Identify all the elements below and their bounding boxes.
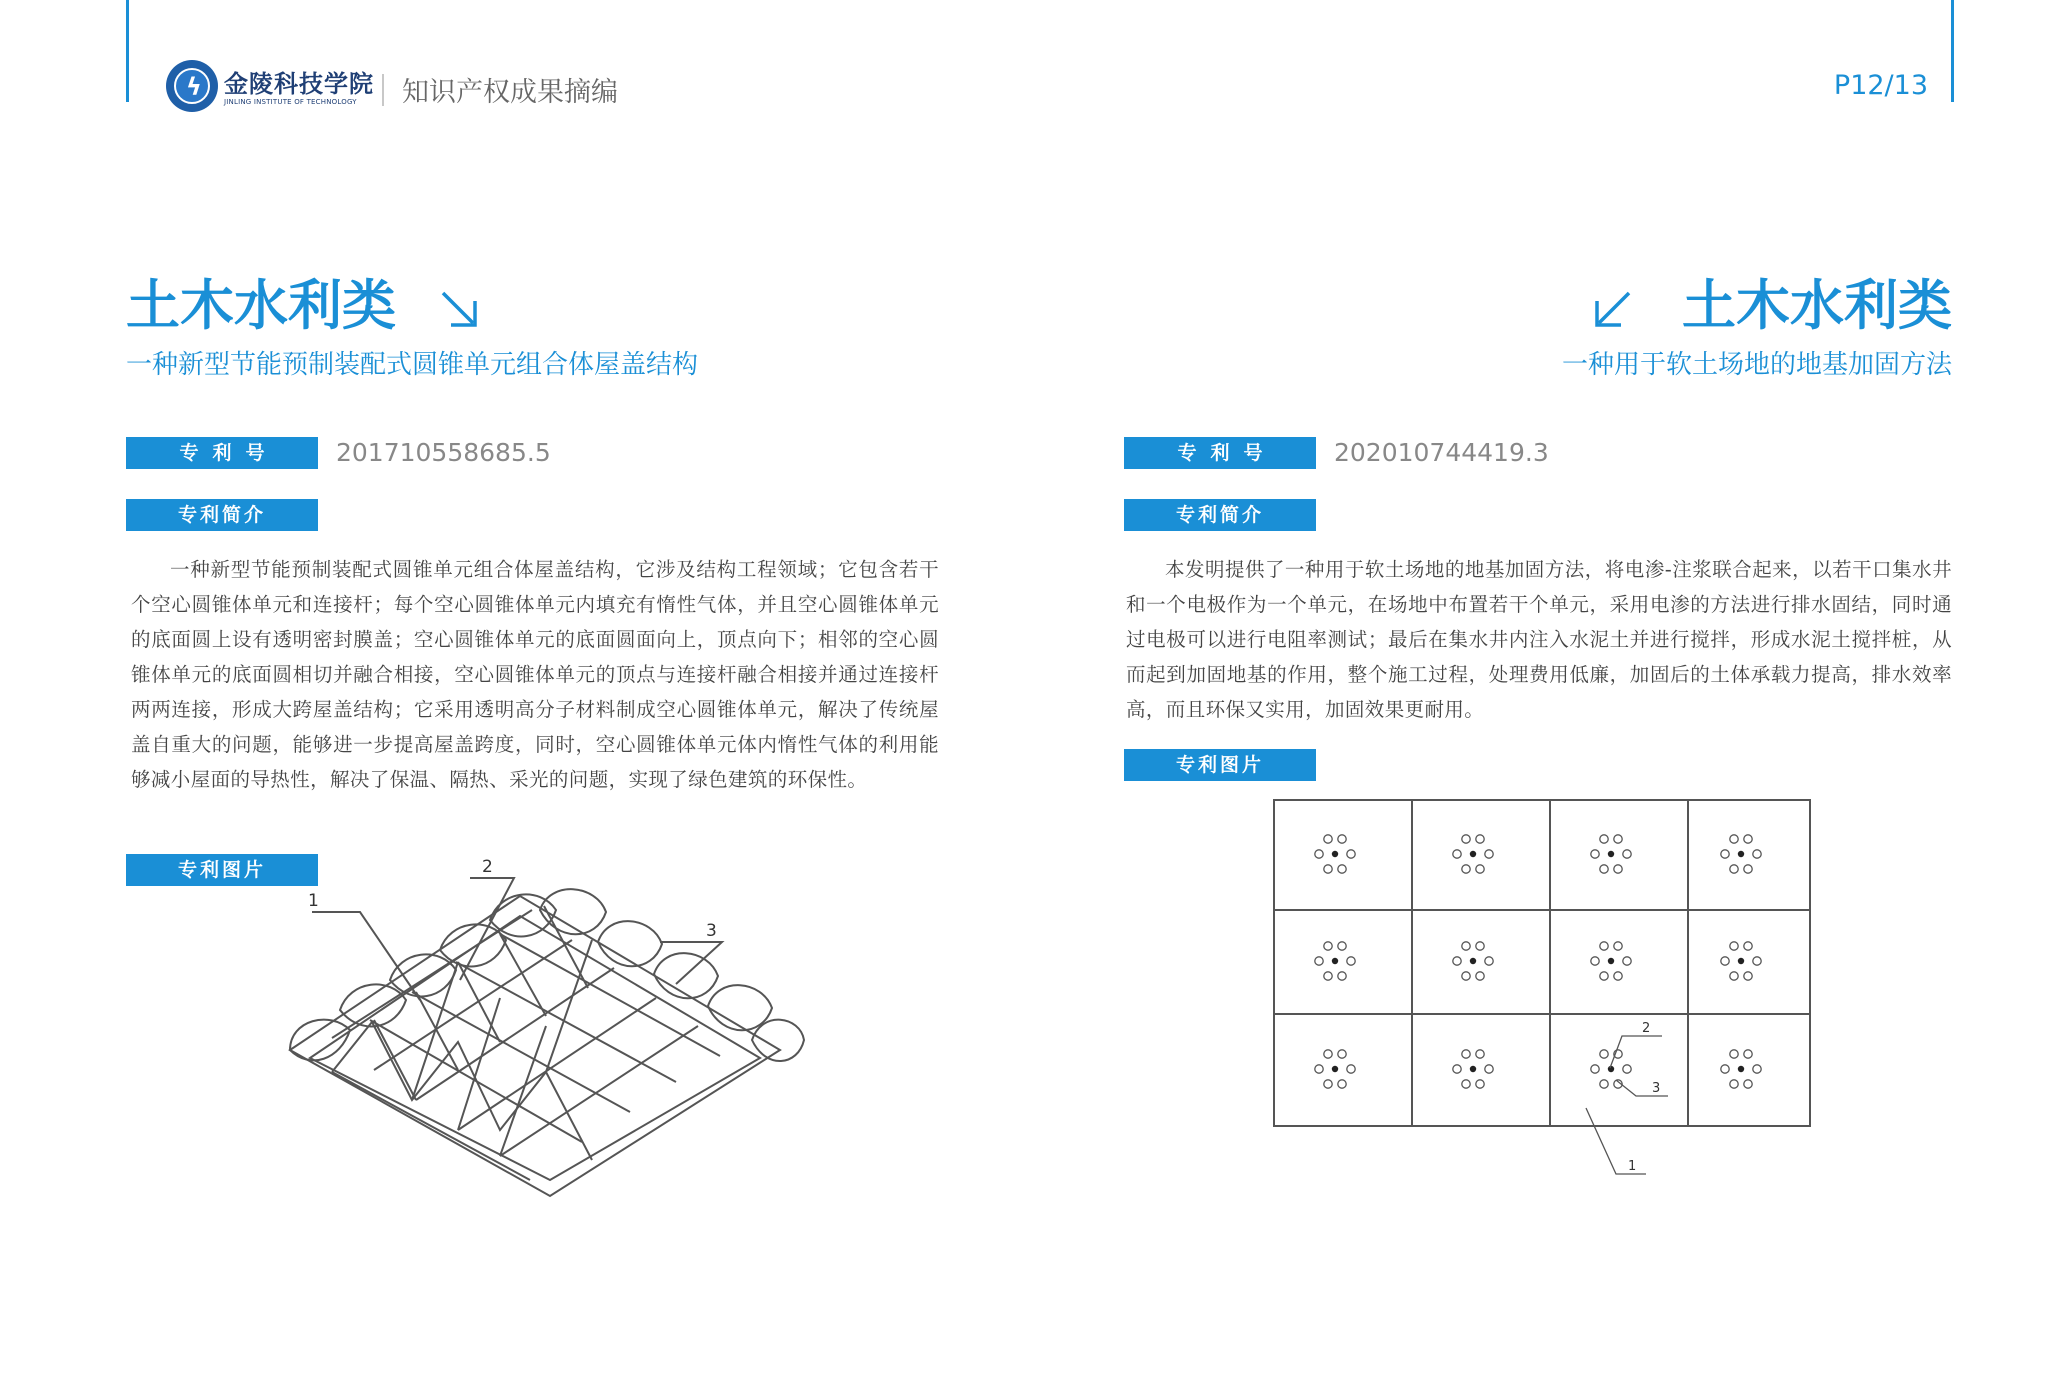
collection-well bbox=[1476, 835, 1484, 843]
electrode bbox=[1738, 1066, 1744, 1072]
left-category-title bbox=[126, 274, 481, 338]
well-unit bbox=[1721, 835, 1761, 873]
grid-label-2: 2 bbox=[1642, 1021, 1651, 1036]
collection-well bbox=[1453, 1065, 1461, 1073]
collection-well bbox=[1614, 865, 1622, 873]
well-unit bbox=[1721, 942, 1761, 980]
collection-well bbox=[1744, 972, 1752, 980]
fig-label-1: 1 bbox=[308, 891, 319, 911]
collection-well bbox=[1476, 942, 1484, 950]
collection-well bbox=[1476, 865, 1484, 873]
grid-label-1: 1 bbox=[1628, 1159, 1637, 1174]
collection-well bbox=[1744, 835, 1752, 843]
collection-well bbox=[1324, 942, 1332, 950]
arrow-down-right-icon bbox=[437, 287, 481, 331]
collection-well bbox=[1476, 972, 1484, 980]
collection-well bbox=[1324, 972, 1332, 980]
right-intro-text: 本发明提供了一种用于软土场地的地基加固方法，将电渗-注浆联合起来，以若干口集水井和一个电极作为一个单元，在场地中布置若干个单元，采用电渗的方法进行排水固结，同时通过电极可以进行电阻率测试；最后在集水井内注入水泥土并进行搅拌，形成水泥土搅拌桩，从而起到加固地基的作用，整个施工过程，处理费用低廉，加固后的土体承载力提高，排水效率高，而且环保又实用，加固效果更耐用。 bbox=[1126, 558, 1952, 721]
collection-well bbox=[1744, 1050, 1752, 1058]
right-patent-no: 202010744419.3 bbox=[1334, 438, 1549, 467]
left-patent-no-label: 专利号 bbox=[126, 437, 318, 469]
collection-well bbox=[1600, 972, 1608, 980]
left-accent-line bbox=[126, 0, 129, 102]
collection-well bbox=[1462, 1080, 1470, 1088]
electrode bbox=[1332, 958, 1338, 964]
collection-well bbox=[1338, 835, 1346, 843]
right-image-label: 专利图片 bbox=[1124, 749, 1316, 781]
collection-well bbox=[1753, 850, 1761, 858]
collection-well bbox=[1730, 835, 1738, 843]
right-patent-no-label: 专利号 bbox=[1124, 437, 1316, 469]
foundation-grid-figure bbox=[1270, 796, 1820, 1186]
well-unit bbox=[1721, 1050, 1761, 1088]
collection-well bbox=[1730, 865, 1738, 873]
collection-well bbox=[1324, 1080, 1332, 1088]
collection-well bbox=[1347, 957, 1355, 965]
well-unit bbox=[1591, 1050, 1631, 1088]
collection-well bbox=[1600, 1080, 1608, 1088]
collection-well bbox=[1324, 1050, 1332, 1058]
collection-well bbox=[1614, 942, 1622, 950]
collection-well bbox=[1730, 972, 1738, 980]
collection-well bbox=[1600, 865, 1608, 873]
collection-well bbox=[1753, 1065, 1761, 1073]
collection-well bbox=[1744, 1080, 1752, 1088]
electrode bbox=[1738, 851, 1744, 857]
electrode bbox=[1608, 851, 1614, 857]
collection-well bbox=[1324, 865, 1332, 873]
well-unit bbox=[1453, 942, 1493, 980]
collection-well bbox=[1623, 850, 1631, 858]
right-category-text: 土木水利类 bbox=[1682, 274, 1952, 337]
collection-well bbox=[1347, 850, 1355, 858]
collection-well bbox=[1730, 1080, 1738, 1088]
collection-well bbox=[1485, 850, 1493, 858]
left-patent-title: 一种新型节能预制装配式圆锥单元组合体屋盖结构 bbox=[126, 350, 699, 380]
collection-well bbox=[1476, 1050, 1484, 1058]
page-number: P12/13 bbox=[1833, 70, 1928, 101]
collection-well bbox=[1338, 1050, 1346, 1058]
left-category-text: 土木水利类 bbox=[126, 274, 396, 337]
collection-well bbox=[1721, 957, 1729, 965]
well-unit bbox=[1315, 942, 1355, 980]
electrode bbox=[1738, 958, 1744, 964]
collection-well bbox=[1591, 1065, 1599, 1073]
electrode bbox=[1470, 958, 1476, 964]
right-patent-title: 一种用于软土场地的地基加固方法 bbox=[1561, 350, 1952, 380]
collection-well bbox=[1338, 865, 1346, 873]
collection-well bbox=[1744, 865, 1752, 873]
header-divider bbox=[382, 74, 384, 106]
electrode bbox=[1470, 851, 1476, 857]
arrow-down-left-icon bbox=[1591, 287, 1635, 331]
left-patent-no: 201710558685.5 bbox=[336, 438, 551, 467]
collection-well bbox=[1485, 1065, 1493, 1073]
collection-well bbox=[1315, 1065, 1323, 1073]
electrode bbox=[1332, 1066, 1338, 1072]
right-category-title bbox=[1591, 274, 1952, 338]
well-unit bbox=[1591, 835, 1631, 873]
collection-well bbox=[1462, 942, 1470, 950]
collection-well bbox=[1753, 957, 1761, 965]
collection-well bbox=[1324, 835, 1332, 843]
collection-well bbox=[1338, 972, 1346, 980]
well-unit bbox=[1453, 1050, 1493, 1088]
well-unit bbox=[1315, 1050, 1355, 1088]
right-accent-line bbox=[1951, 0, 1954, 102]
collection-well bbox=[1462, 972, 1470, 980]
grid-label-3: 3 bbox=[1652, 1081, 1661, 1096]
fig-label-3: 3 bbox=[706, 921, 717, 941]
electrode bbox=[1470, 1066, 1476, 1072]
collection-well bbox=[1600, 835, 1608, 843]
collection-well bbox=[1453, 957, 1461, 965]
collection-well bbox=[1600, 1050, 1608, 1058]
right-intro-label: 专利简介 bbox=[1124, 499, 1316, 531]
collection-well bbox=[1744, 942, 1752, 950]
cone-roof-figure bbox=[200, 850, 820, 1210]
collection-well bbox=[1338, 1080, 1346, 1088]
collection-well bbox=[1721, 1065, 1729, 1073]
collection-well bbox=[1614, 835, 1622, 843]
fig-label-2: 2 bbox=[482, 857, 493, 877]
collection-well bbox=[1485, 957, 1493, 965]
well-unit bbox=[1315, 835, 1355, 873]
collection-well bbox=[1730, 942, 1738, 950]
school-name-en: JINLING INSTITUTE OF TECHNOLOGY bbox=[224, 98, 357, 106]
school-name: 金陵科技学院 bbox=[224, 69, 374, 98]
collection-well bbox=[1338, 942, 1346, 950]
well-unit bbox=[1591, 942, 1631, 980]
collection-well bbox=[1476, 1080, 1484, 1088]
collection-well bbox=[1591, 957, 1599, 965]
collection-well bbox=[1462, 835, 1470, 843]
collection-well bbox=[1591, 850, 1599, 858]
collection-well bbox=[1623, 1065, 1631, 1073]
collection-well bbox=[1315, 850, 1323, 858]
electrode bbox=[1332, 851, 1338, 857]
collection-well bbox=[1600, 942, 1608, 950]
collection-well bbox=[1462, 1050, 1470, 1058]
left-image-label: 专利图片 bbox=[126, 854, 318, 886]
collection-well bbox=[1347, 1065, 1355, 1073]
collection-well bbox=[1623, 957, 1631, 965]
collection-well bbox=[1730, 1050, 1738, 1058]
left-intro-label: 专利简介 bbox=[126, 499, 318, 531]
school-logo: ϟ bbox=[166, 60, 218, 112]
well-unit bbox=[1453, 835, 1493, 873]
left-intro-text: 一种新型节能预制装配式圆锥单元组合体屋盖结构，它涉及结构工程领域；它包含若干个空心圆锥体单元和连接杆；每个空心圆锥体单元内填充有惰性气体，并且空心圆锥体单元的底面圆上设有透明密封膜盖；空心圆锥体单元的底面圆面向上，顶点向下；相邻的空心圆锥体单元的底面圆相切并融合相接，空心圆锥体单元的顶点与连接杆融合相接并通过连接杆两两连接，形成大跨屋盖结构；它采用透明高分子材料制成空心圆锥体单元，解决了传统屋盖自重大的问题，能够进一步提高屋盖跨度，同时，空心圆锥体单元体内惰性气体的利用能够减小屋面的导热性，解决了保温、隔热、采光的问题，实现了绿色建筑的环保性。 bbox=[131, 558, 939, 791]
collection-well bbox=[1721, 850, 1729, 858]
collection-well bbox=[1614, 972, 1622, 980]
electrode bbox=[1608, 958, 1614, 964]
collection-well bbox=[1462, 865, 1470, 873]
collection-well bbox=[1315, 957, 1323, 965]
collection-well bbox=[1453, 850, 1461, 858]
header-title: 知识产权成果摘编 bbox=[402, 77, 618, 108]
